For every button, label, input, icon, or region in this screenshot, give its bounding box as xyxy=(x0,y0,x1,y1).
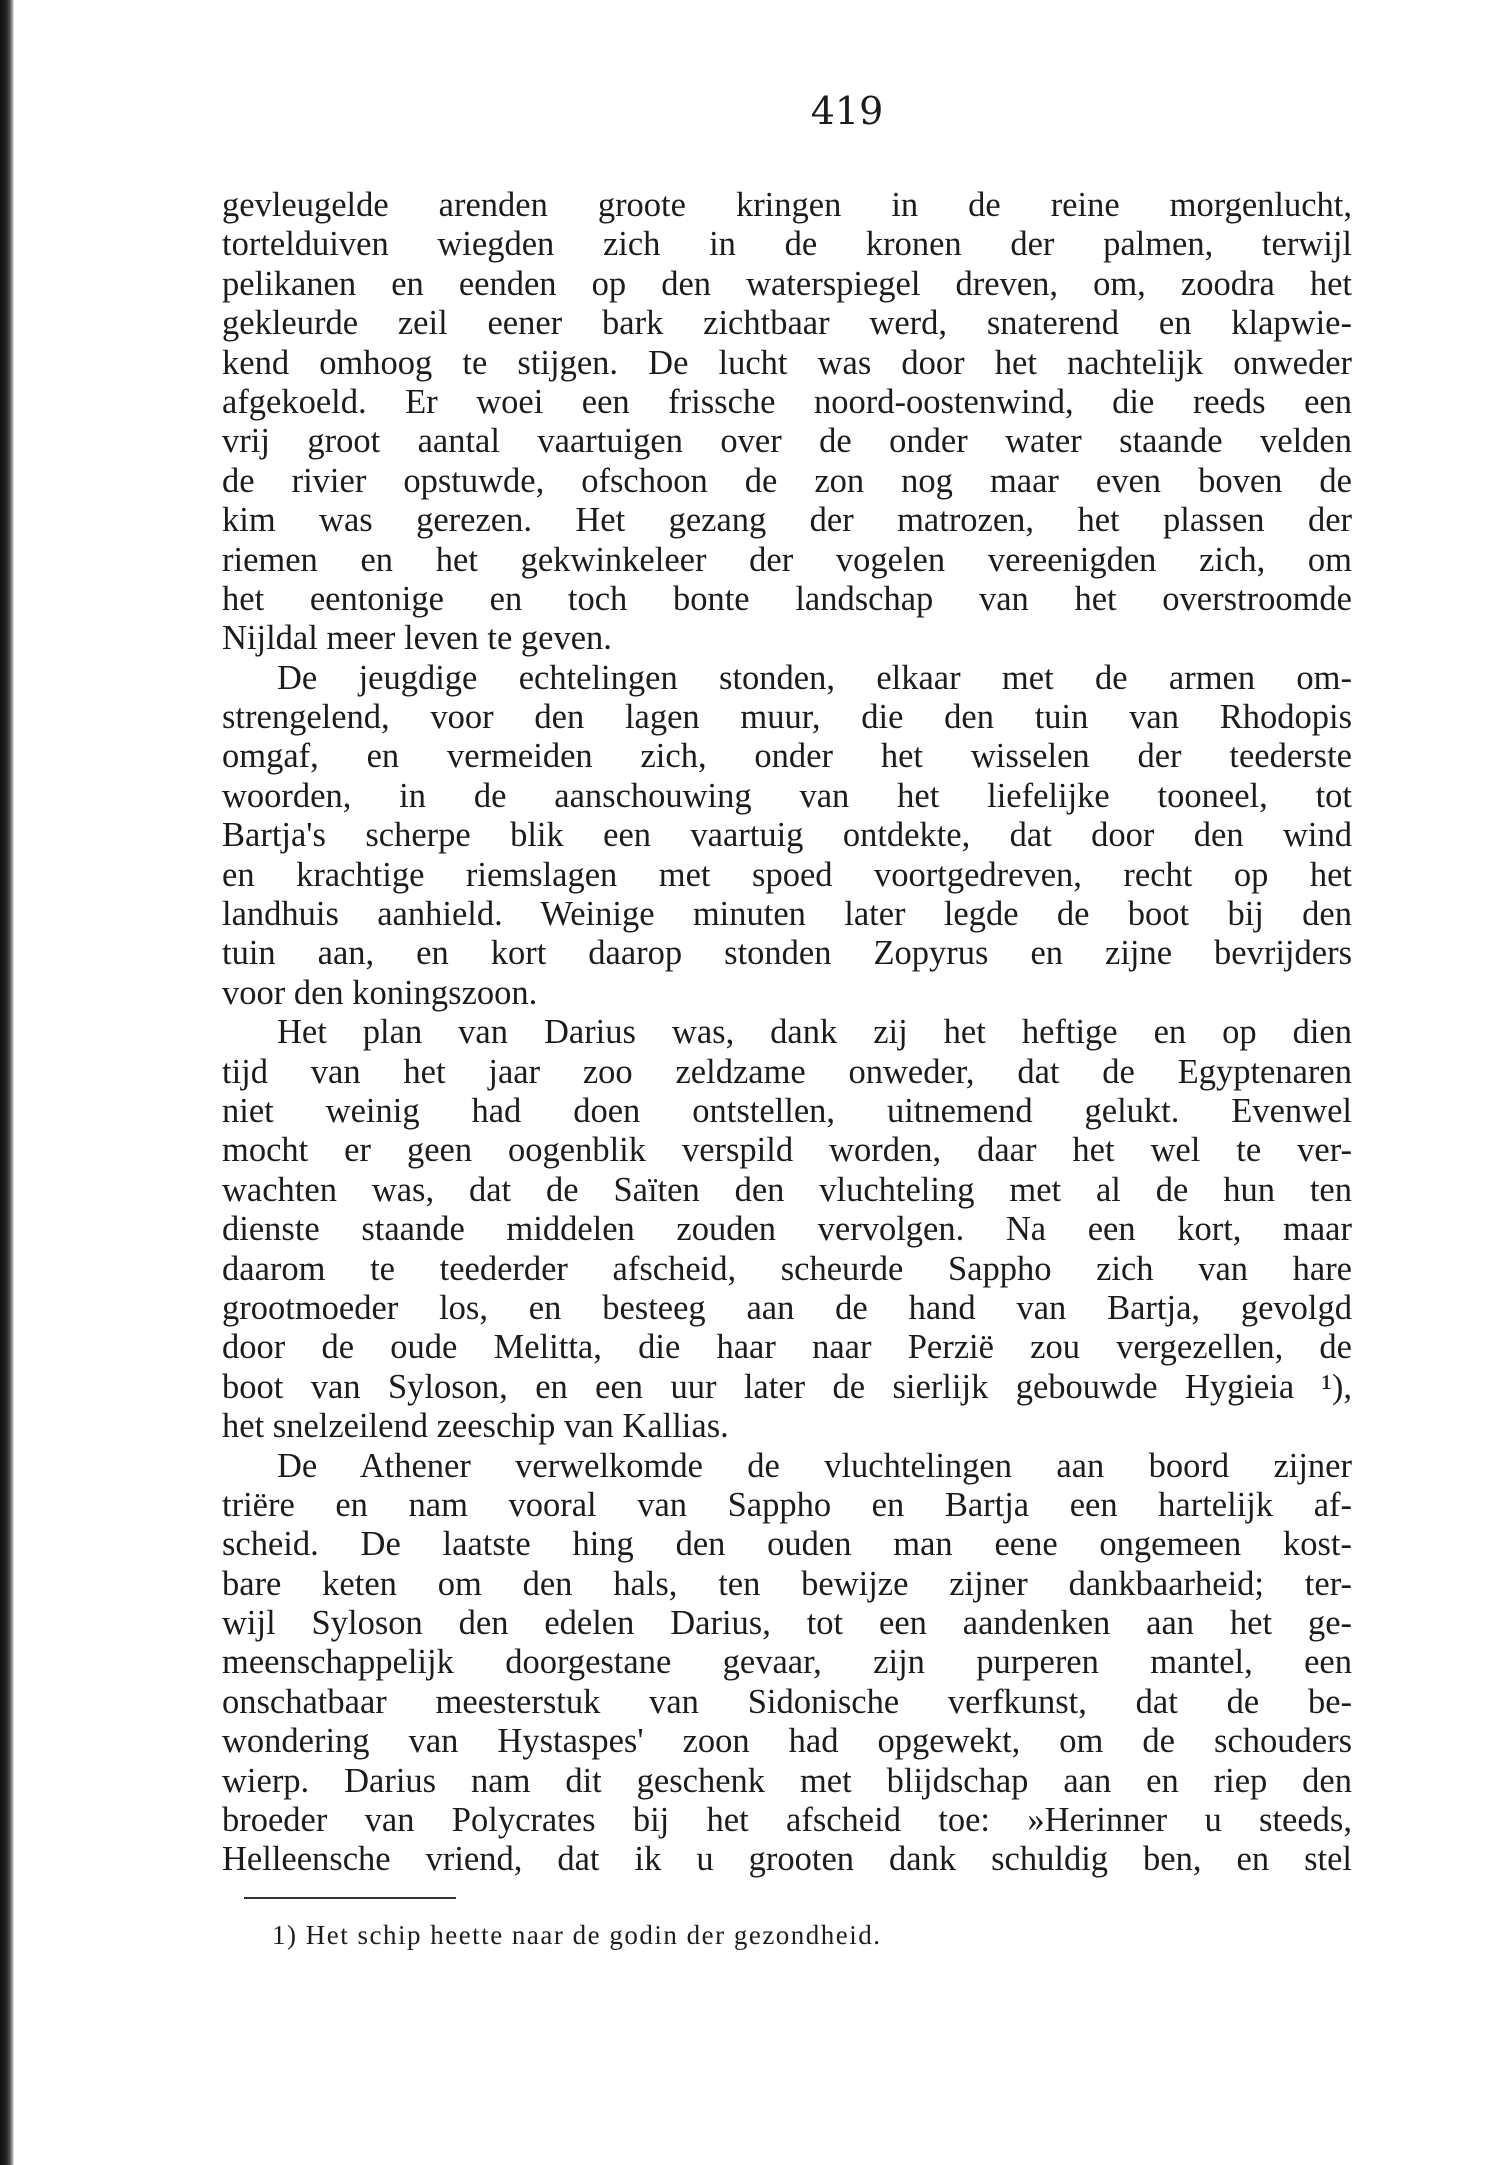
text-line: woorden, in de aanschouwing van het liefelijke tooneel, tot xyxy=(222,776,1352,815)
text-line: Bartja's scherpe blik een vaartuig ontdekte, dat door den wind xyxy=(222,816,1352,855)
text-line: bare keten om den hals, ten bewijze zijner dankbaarheid; ter- xyxy=(222,1564,1352,1603)
text-line: kim was gerezen. Het gezang der matrozen, het plassen der xyxy=(222,501,1352,540)
text-line: het snelzeilend zeeschip van Kallias. xyxy=(222,1407,729,1446)
text-line: tortelduiven wiegden zich in de kronen der palmen, terwijl xyxy=(222,225,1352,264)
scan-binding-edge xyxy=(0,0,14,2165)
text-line: gekleurde zeil eener bark zichtbaar werd, snaterend en klapwie- xyxy=(222,304,1352,343)
text-line: Helleensche vriend, dat ik u grooten dank schuldig ben, en stel xyxy=(222,1840,1352,1879)
text-line: meenschappelijk doorgestane gevaar, zijn purperen mantel, een xyxy=(222,1643,1352,1682)
text-line: riemen en het gekwinkeleer der vogelen vereenigden zich, om xyxy=(222,540,1352,579)
text-line: boot van Syloson, en een uur later de sierlijk gebouwde Hygieia ¹), xyxy=(222,1367,1352,1406)
text-line: Nijldal meer leven te geven. xyxy=(222,619,612,658)
text-line: wijl Syloson den edelen Darius, tot een aandenken aan het ge- xyxy=(222,1604,1352,1643)
page-number: 419 xyxy=(810,89,884,133)
text-line: grootmoeder los, en besteeg aan de hand van Bartja, gevolgd xyxy=(222,1288,1352,1327)
text-line: strengelend, voor den lagen muur, die den tuin van Rhodopis xyxy=(222,698,1352,737)
text-line: voor den koningszoon. xyxy=(222,973,538,1012)
footnote-separator xyxy=(244,1897,456,1899)
body-text xyxy=(222,186,1352,1880)
text-line: de rivier opstuwde, ofschoon de zon nog maar even boven de xyxy=(222,461,1352,500)
text-line: tijd van het jaar zoo zeldzame onweder, dat de Egyptenaren xyxy=(222,1052,1352,1091)
text-line: onschatbaar meesterstuk van Sidonische verfkunst, dat de be- xyxy=(222,1682,1352,1721)
book-page xyxy=(222,88,1352,1880)
text-line: Het plan van Darius was, dank zij het heftige en op dien xyxy=(277,1013,1352,1052)
text-line: wondering van Hystaspes' zoon had opgewekt, om de schouders xyxy=(222,1722,1352,1761)
text-line: het eentonige en toch bonte landschap van het overstroomde xyxy=(222,579,1352,618)
text-line: scheid. De laatste hing den ouden man eene ongemeen kost- xyxy=(222,1525,1352,1564)
text-line: door de oude Melitta, die haar naar Perzië zou vergezellen, de xyxy=(222,1328,1352,1367)
text-line: mocht er geen oogenblik verspild worden, daar het wel te ver- xyxy=(222,1131,1352,1170)
text-line: De Athener verwelkomde de vluchtelingen aan boord zijner xyxy=(277,1446,1352,1485)
text-line: broeder van Polycrates bij het afscheid toe: »Herinner u steeds, xyxy=(222,1801,1352,1840)
text-line: pelikanen en eenden op den waterspiegel dreven, om, zoodra het xyxy=(222,264,1352,303)
text-line: vrij groot aantal vaartuigen over de onder water staande velden xyxy=(222,422,1352,461)
text-line: dienste staande middelen zouden vervolgen. Na een kort, maar xyxy=(222,1210,1352,1249)
text-line: wachten was, dat de Saïten den vluchteling met al de hun ten xyxy=(222,1170,1352,1209)
text-line: daarom te teederder afscheid, scheurde Sappho zich van hare xyxy=(222,1249,1352,1288)
text-line: kend omhoog te stijgen. De lucht was door het nachtelijk onweder xyxy=(222,343,1352,382)
text-line: tuin aan, en kort daarop stonden Zopyrus en zijne bevrijders xyxy=(222,934,1352,973)
text-line: afgekoeld. Er woei een frissche noord-oostenwind, die reeds een xyxy=(222,382,1352,421)
text-line: triëre en nam vooral van Sappho en Bartja een hartelijk af- xyxy=(222,1485,1352,1524)
text-line: en krachtige riemslagen met spoed voortgedreven, recht op het xyxy=(222,855,1352,894)
text-line: De jeugdige echtelingen stonden, elkaar met de armen om- xyxy=(277,658,1352,697)
footnote: 1) Het schip heette naar de godin der gezondheid. xyxy=(272,1920,882,1950)
text-line: omgaf, en vermeiden zich, onder het wisselen der teederste xyxy=(222,737,1352,776)
text-line: gevleugelde arenden groote kringen in de reine morgenlucht, xyxy=(222,186,1352,224)
text-line: wierp. Darius nam dit geschenk met blijdschap aan en riep den xyxy=(222,1761,1352,1800)
text-line: landhuis aanhield. Weinige minuten later legde de boot bij den xyxy=(222,895,1352,934)
text-line: niet weinig had doen ontstellen, uitnemend gelukt. Evenwel xyxy=(222,1091,1352,1130)
